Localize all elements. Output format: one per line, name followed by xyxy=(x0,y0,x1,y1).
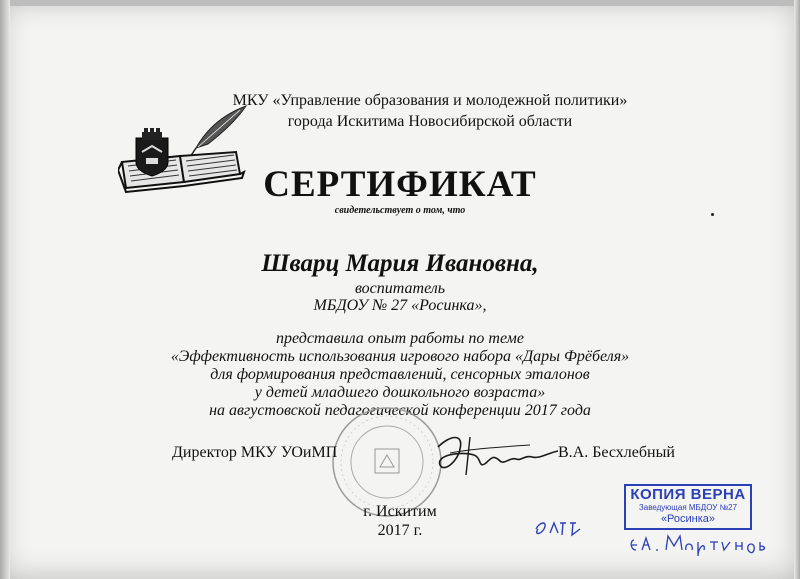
body-line: у детей младшего дошкольного возраста» xyxy=(254,384,546,401)
issue-year: 2017 г. xyxy=(377,522,423,539)
signatory-title: Директор МКУ УОиМП xyxy=(172,444,338,461)
director-signature xyxy=(430,425,565,480)
recipient-institution: МБДОУ № 27 «Росинка», xyxy=(313,297,487,314)
stamp-position: Заведующая МБДОУ №27 xyxy=(638,503,738,512)
certificate-subtitle: свидетельствует о том, что xyxy=(334,205,466,216)
body-line: представила опыт работы по теме xyxy=(276,330,524,347)
certificate-title: СЕРТИФИКАТ xyxy=(263,164,537,205)
scan-speck xyxy=(711,213,714,216)
initials-signature xyxy=(530,515,600,541)
issue-city: г. Искитим xyxy=(363,503,437,520)
org-name-line2: города Искитима Новосибирской области xyxy=(287,113,573,130)
copy-certified-stamp xyxy=(624,484,752,530)
body-line: на августовской педагогической конференции 2017 года xyxy=(209,402,591,419)
org-name-line1: МКУ «Управление образования и молодежной политики» xyxy=(232,92,628,109)
body-line: «Эффективность использования игрового набора «Дары Фрёбеля» xyxy=(170,348,630,365)
copy-handwritten-signature xyxy=(628,528,768,562)
signatory-name: В.А. Бесхлебный xyxy=(558,444,675,461)
recipient-name: Шварц Мария Ивановна, xyxy=(261,250,539,277)
stamp-institution: «Росинка» xyxy=(660,513,716,525)
stamp-title: КОПИЯ ВЕРНА xyxy=(630,486,746,503)
recipient-position: воспитатель xyxy=(354,280,446,297)
body-line: для формирования представлений, сенсорных эталонов xyxy=(210,366,590,383)
scan-edge-top xyxy=(0,0,800,6)
